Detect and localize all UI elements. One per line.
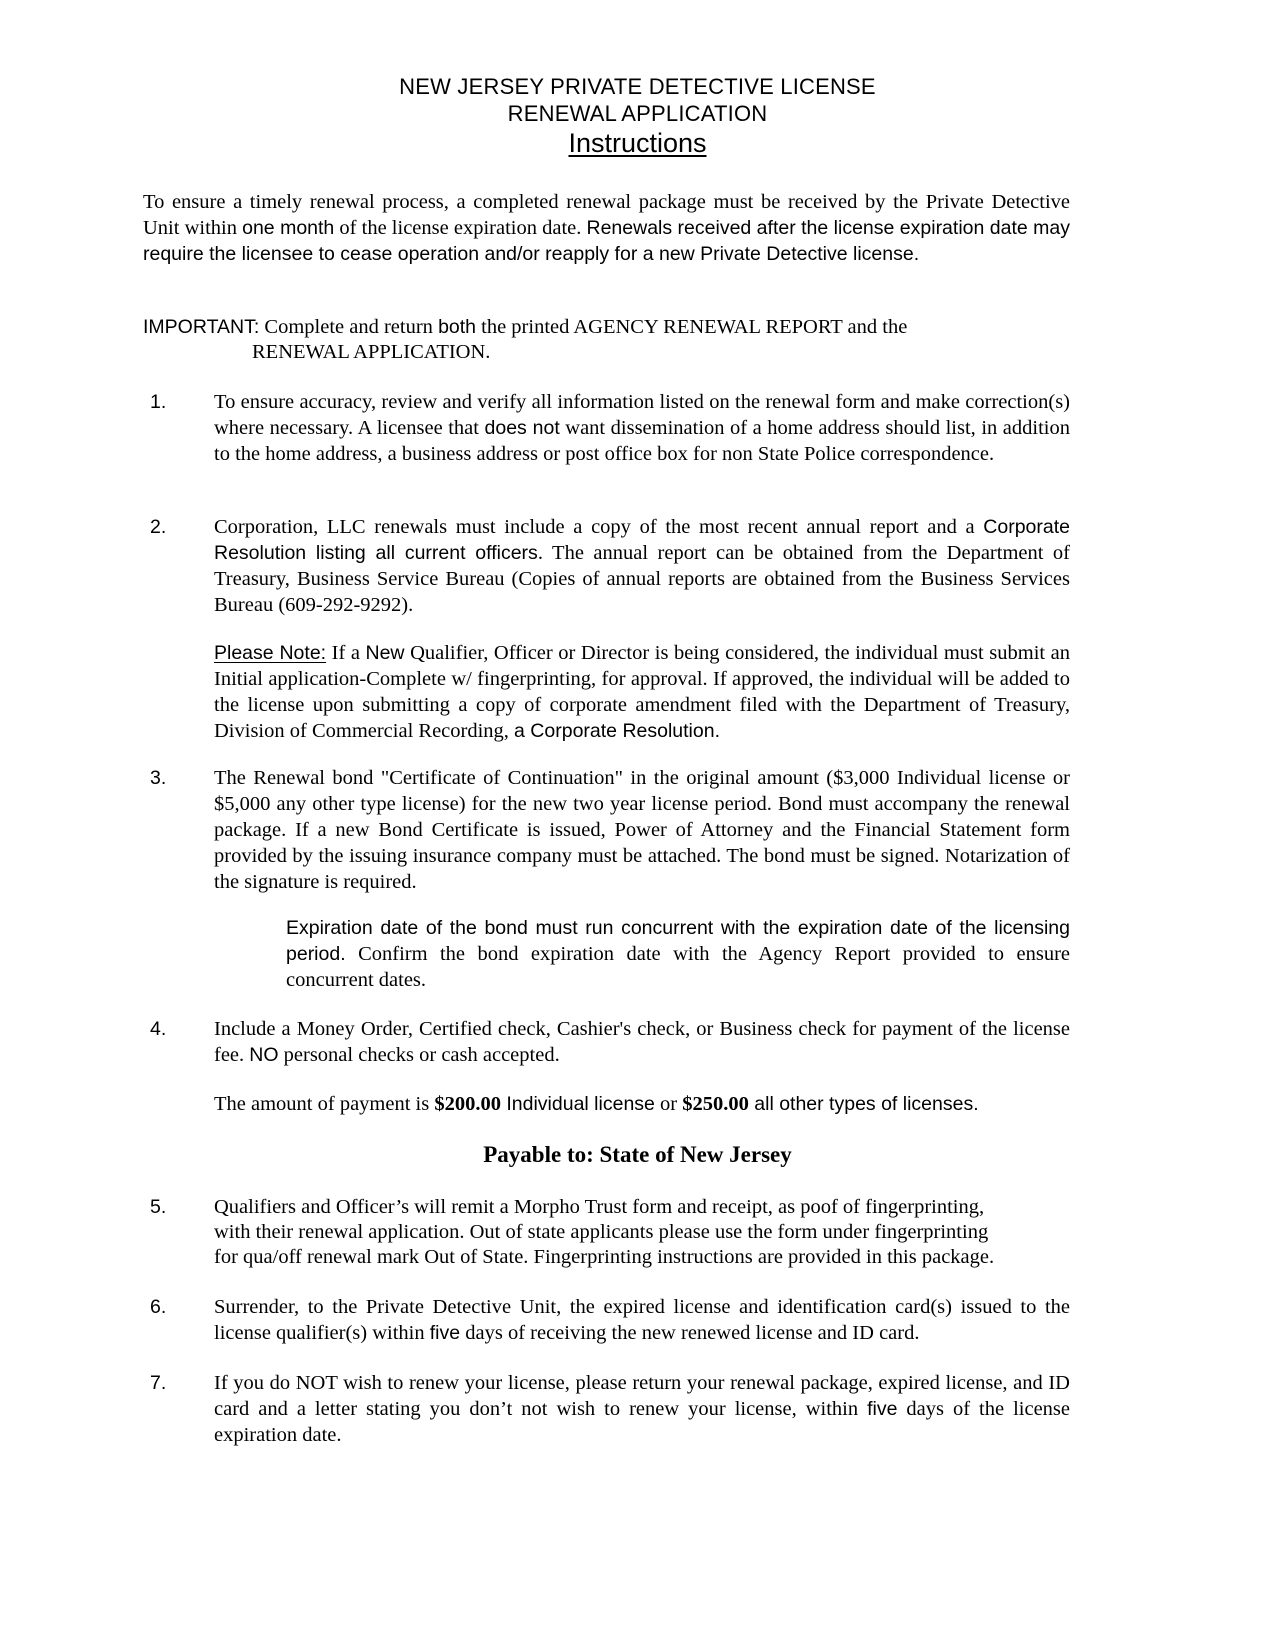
item-6-emphasis-five: five: [429, 1322, 461, 1344]
item-1-text: [214, 389, 1070, 467]
item-2-note: [214, 640, 1070, 744]
item-2-note-a: If a: [326, 642, 366, 664]
item-1-text-c: want dissemination of a home address should list, in addition to the home address, a business address or post office box for non State Police correspondence.: [214, 417, 1070, 465]
payment-individual-label: Individual license: [500, 1093, 655, 1115]
page-title: Instructions: [568, 128, 707, 158]
item-4-emphasis-no: NO: [249, 1044, 279, 1066]
important-text-a: Complete and return: [259, 316, 439, 338]
item-3-subnote-b: Confirm the bond expiration date with the Agency Report provided to ensure concurrent dates.: [286, 943, 1070, 991]
item-5-line-3: for qua/off renewal mark Out of State. Fingerprinting instructions are provided in this package.: [214, 1246, 995, 1268]
item-number-3: 3.: [150, 767, 167, 789]
intro-emphasis-one-month: one month: [242, 217, 335, 239]
header-line-2: RENEWAL APPLICATION: [507, 101, 768, 126]
item-2-text-a: Corporation, LLC renewals must include a copy of the most recent annual report and a: [214, 516, 984, 538]
item-3-subnote-a: Expiration date of the bond must run concurrent with the expiration date of the licensing period.: [286, 917, 1070, 965]
important-line: [143, 314, 1073, 340]
important-label: IMPORTANT:: [143, 316, 260, 338]
item-4-text: [214, 1016, 1070, 1068]
item-2-note-label: Please Note:: [214, 642, 327, 664]
item-7-text: [214, 1370, 1070, 1448]
payment-other-label: all other types of licenses.: [748, 1093, 979, 1115]
payment-text-a: The amount of payment is: [214, 1093, 435, 1115]
intro-text-c: of the license expiration date.: [334, 217, 587, 239]
item-number-5: 5.: [150, 1196, 167, 1218]
item-3-subnote: [286, 915, 1070, 993]
item-4-payment-amount: [214, 1091, 1070, 1117]
item-7-text-c: days of the license expiration date.: [214, 1398, 1070, 1446]
intro-renewals-warning: Renewals received after the license expiration date may require the licensee to cease operation and/or reapply for a new Private Detective license.: [143, 217, 1070, 265]
intro-paragraph: [143, 189, 1070, 267]
payment-individual-amount: $200.00: [434, 1093, 501, 1115]
item-5-line-1: Qualifiers and Officer’s will remit a Morpho Trust form and receipt, as poof of fingerprinting,: [214, 1196, 985, 1218]
important-text-c: the printed AGENCY RENEWAL REPORT and the: [476, 316, 908, 338]
item-number-2: 2.: [150, 516, 167, 538]
item-6-text-a: Surrender, to the Private Detective Unit, the expired license and identification card(s) issued to the license qualifier(s) within: [214, 1296, 1070, 1344]
item-1-emphasis-does-not: does not: [484, 417, 560, 439]
important-line-2: RENEWAL APPLICATION.: [252, 341, 491, 363]
payment-or: or: [654, 1093, 683, 1115]
item-5-line-2: with their renewal application. Out of state applicants please use the form under fingerprinting: [214, 1221, 989, 1243]
item-2-text-c: . The annual report can be obtained from the Department of Treasury, Business Service Bureau (Copies of annual reports are obtained from the Business Services Bureau (609-292-9292).: [214, 542, 1070, 616]
item-number-6: 6.: [150, 1296, 167, 1318]
payment-other-amount: $250.00: [682, 1093, 749, 1115]
payable-to-heading: Payable to: State of New Jersey: [483, 1142, 792, 1167]
intro-text-a: To ensure a timely renewal process, a completed renewal package must be received by the Private Detective Unit within: [143, 191, 1070, 239]
item-6-text: [214, 1294, 1070, 1346]
header-line-1: NEW JERSEY PRIVATE DETECTIVE LICENSE: [399, 74, 876, 99]
item-2-note-new: New: [365, 642, 405, 664]
item-number-7: 7.: [150, 1372, 167, 1394]
item-2-note-c: Qualifier, Officer or Director is being considered, the individual must submit an Initial application-Complete w/ fingerprinting, for approval. If approved, the individual will be added to the license upon submitting a copy of corporate amendment filed with the Department of Treasury, Division of Commercial Recording,: [214, 642, 1070, 742]
item-7-text-a: If you do NOT wish to renew your license, please return your renewal package, expired license, and ID card and a letter stating you don’t not wish to renew your license, within: [214, 1372, 1070, 1420]
item-2-text: [214, 514, 1070, 618]
important-emphasis-both: both: [438, 316, 477, 338]
item-7-emphasis-five: five: [867, 1398, 898, 1420]
item-2-corporate-resolution: Corporate Resolution listing all current officers: [214, 516, 1070, 564]
item-number-4: 4.: [150, 1018, 167, 1040]
item-1-text-a: To ensure accuracy, review and verify all information listed on the renewal form and make correction(s) where necessary. A licensee that: [214, 391, 1070, 439]
item-2-note-d: a Corporate Resolution.: [514, 720, 720, 742]
item-4-text-c: personal checks or cash accepted.: [278, 1044, 560, 1066]
item-6-text-c: days of receiving the new renewed license and ID card.: [460, 1322, 920, 1344]
item-3-text: The Renewal bond "Certificate of Continuation" in the original amount ($3,000 Individual license or $5,000 any other type license) for the new two year license period. Bond must accompany the renewal package. If a new Bond Certificate is issued, Power of Attorney and the Financial Statement form provided by the issuing insurance company must be attached. The bond must be signed. Notarization of the signature is required.: [214, 767, 1070, 893]
item-4-text-a: Include a Money Order, Certified check, Cashier's check, or Business check for payment of the license fee.: [214, 1018, 1070, 1066]
item-number-1: 1.: [150, 391, 167, 413]
